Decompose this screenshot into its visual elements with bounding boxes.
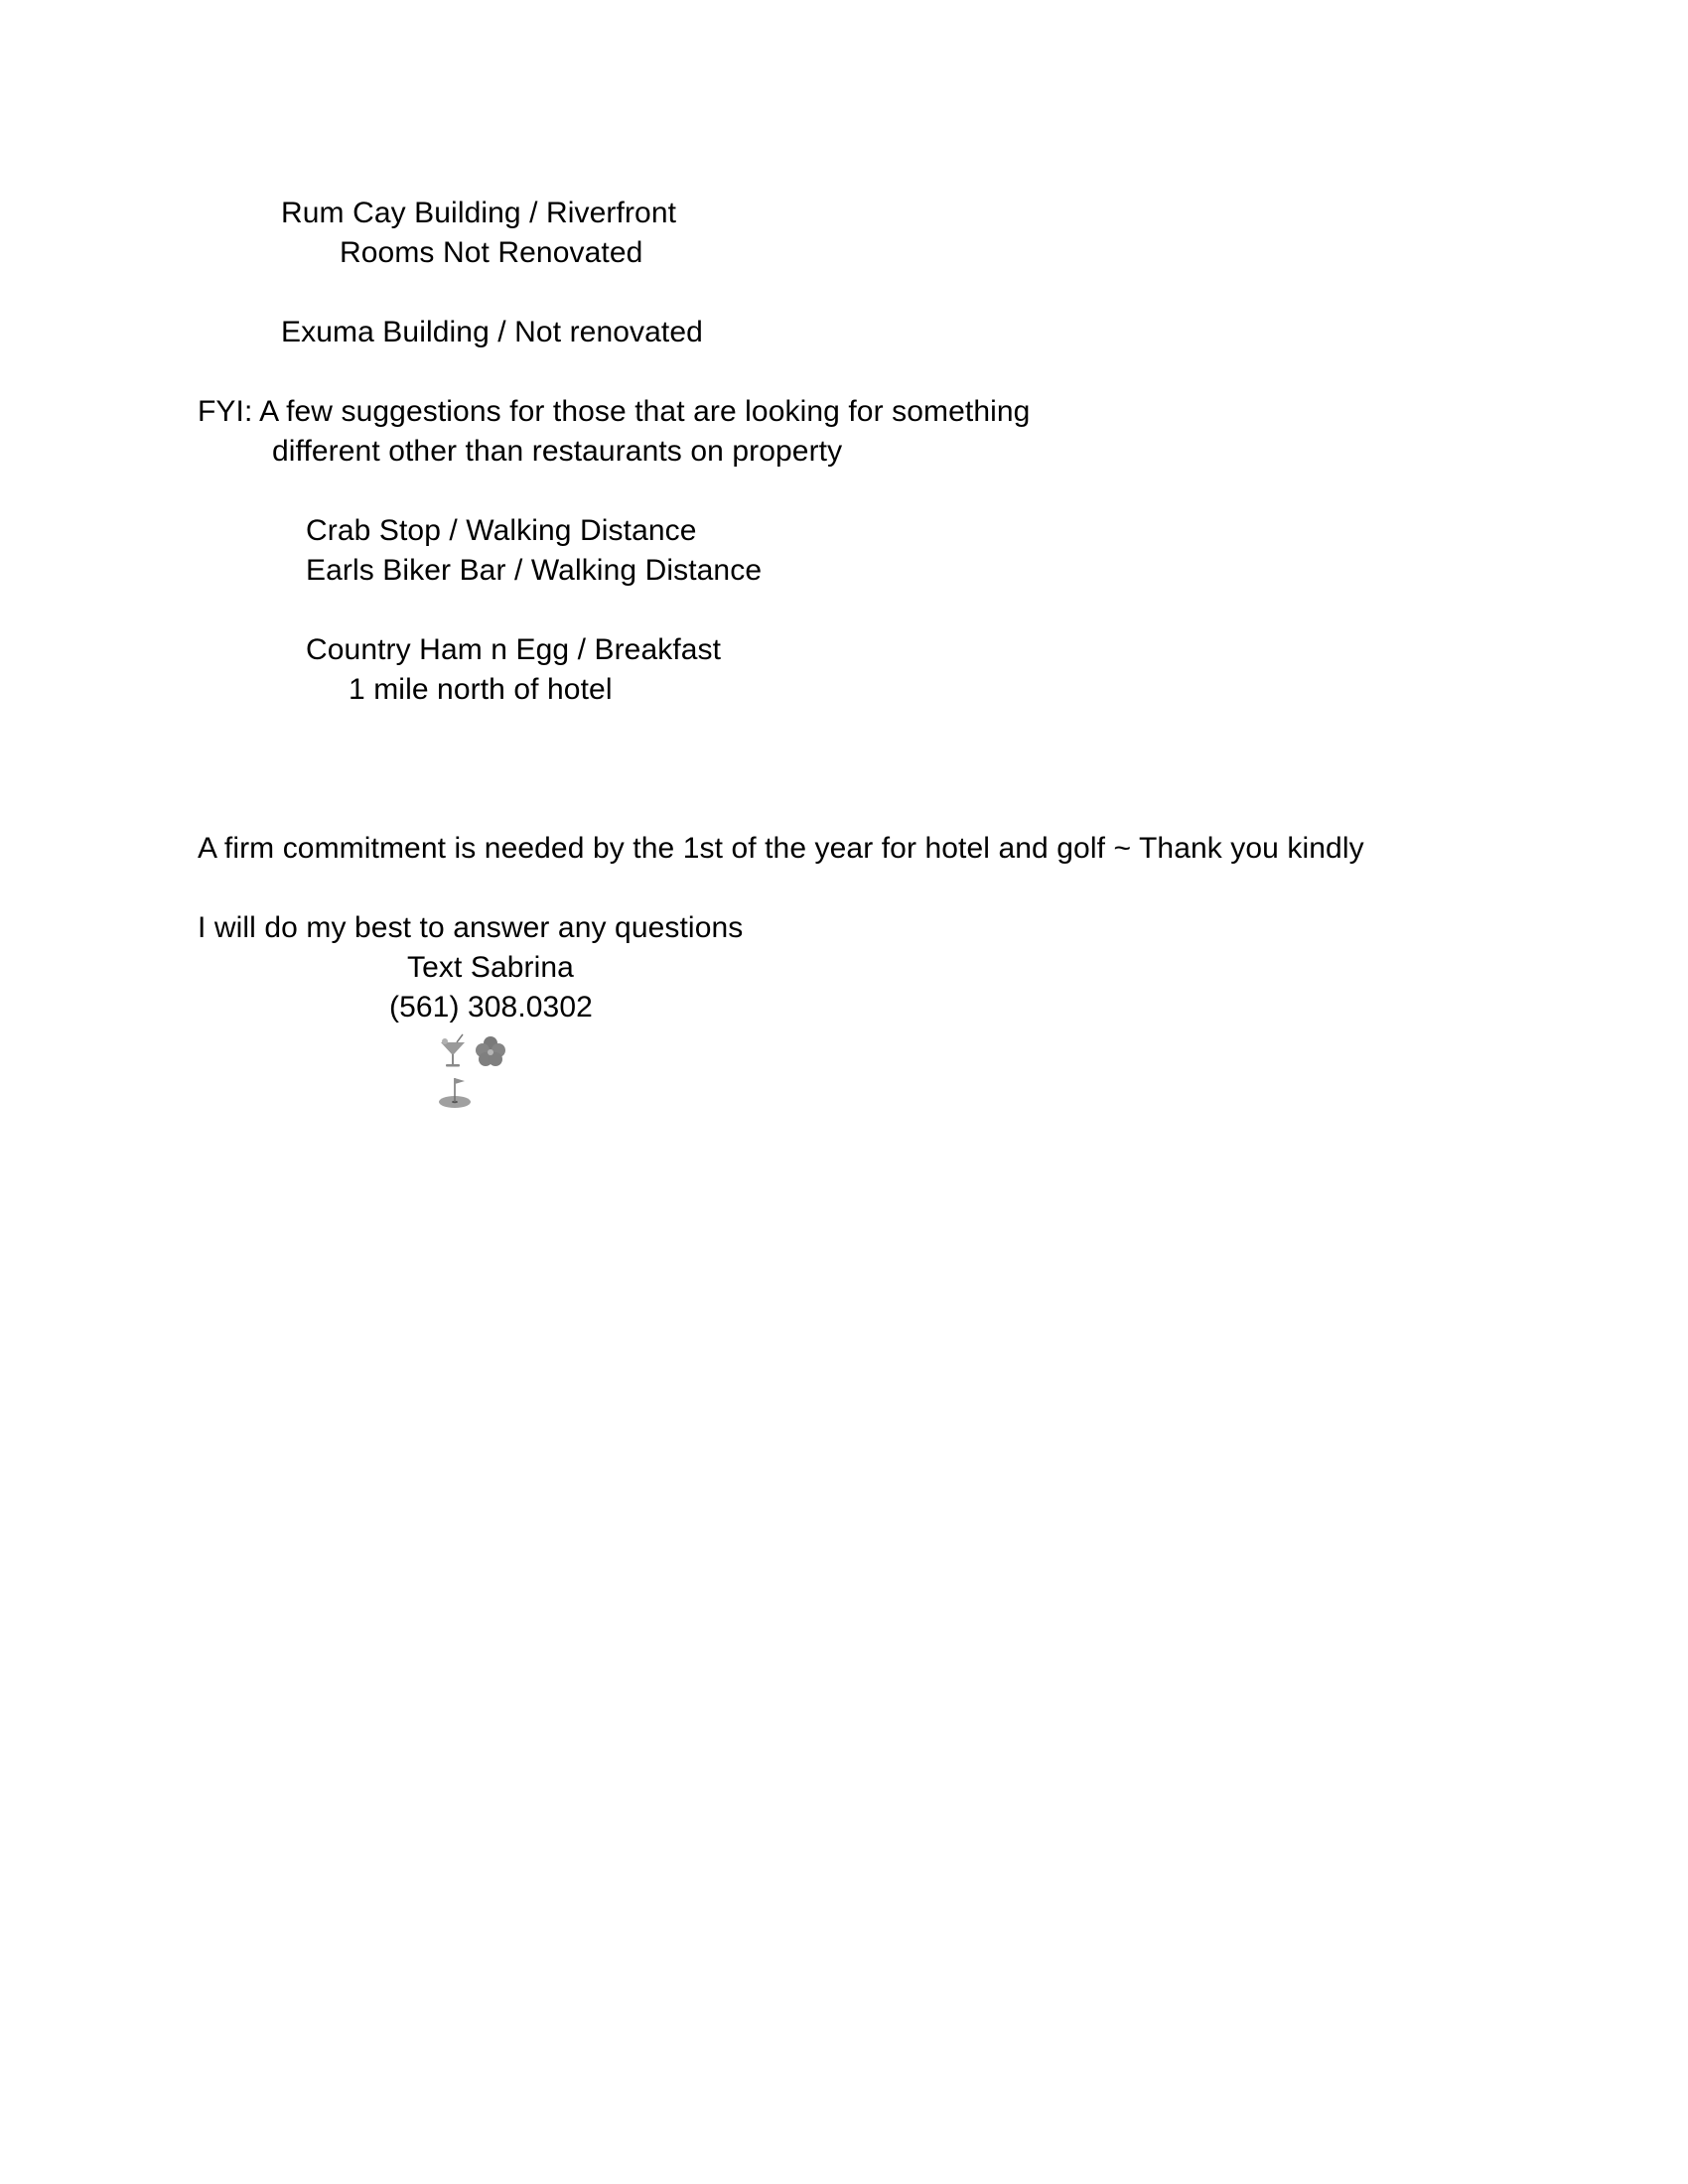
commitment-line: A firm commitment is needed by the 1st of the year for hotel and golf ~ Thank you kindly (198, 832, 1364, 865)
phone-number: (561) 308.0302 (389, 991, 593, 1024)
golf-flag-icon (437, 1072, 473, 1112)
mile-north-line: 1 mile north of hotel (349, 673, 613, 706)
text-sabrina-line: Text Sabrina (407, 951, 574, 984)
fyi-line-1: FYI: A few suggestions for those that are looking for something (198, 395, 1031, 428)
questions-line: I will do my best to answer any questions (198, 911, 744, 944)
hibiscus-flower-icon (473, 1032, 508, 1072)
decorative-icons (437, 1032, 546, 1072)
rooms-not-renovated-line: Rooms Not Renovated (340, 236, 643, 269)
rum-cay-building-line: Rum Cay Building / Riverfront (281, 197, 677, 229)
exuma-building-line: Exuma Building / Not renovated (281, 316, 703, 348)
earls-biker-bar-line: Earls Biker Bar / Walking Distance (306, 554, 763, 587)
crab-stop-line: Crab Stop / Walking Distance (306, 514, 697, 547)
tropical-drink-icon (437, 1032, 469, 1072)
fyi-line-2: different other than restaurants on property (272, 435, 843, 468)
country-ham-line: Country Ham n Egg / Breakfast (306, 633, 722, 666)
